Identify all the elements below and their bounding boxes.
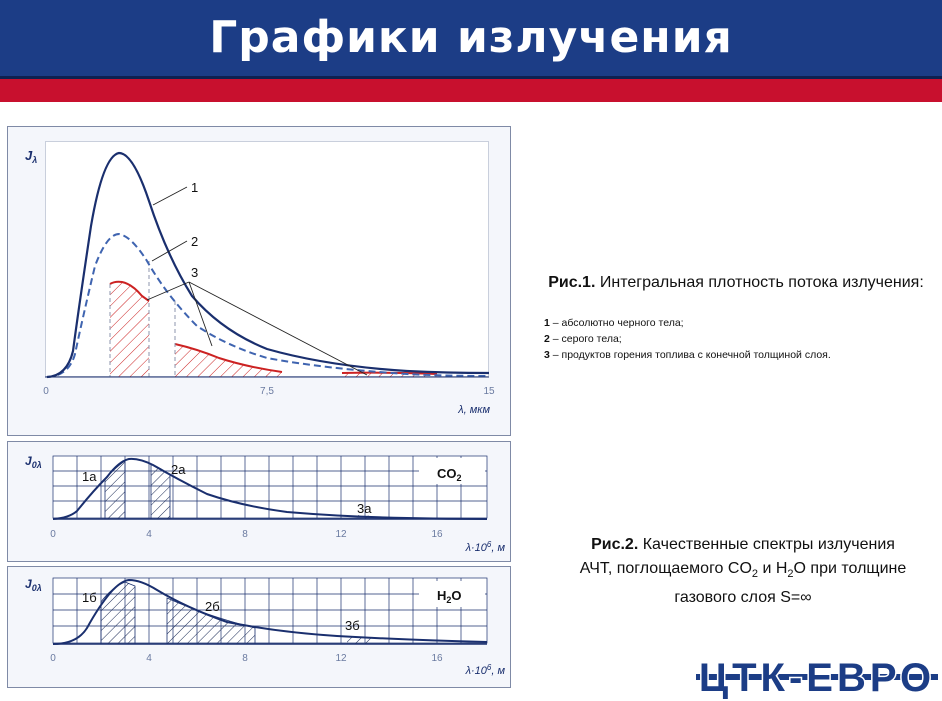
- logo-text: ЦТК-ЕВРО: [698, 656, 936, 700]
- gas-label-co2: $CO_2$: [437, 466, 462, 483]
- x-axis-label: λ, мкм: [458, 404, 490, 416]
- x-axis-label: $\lambda\cdot 10^6$, м: [465, 663, 505, 677]
- tick-label: 12: [335, 529, 347, 540]
- tick-label: 15: [483, 386, 495, 397]
- tick-label: 8: [242, 529, 248, 540]
- band-label-3a: 3а: [357, 501, 372, 516]
- curve-label-3: 3: [191, 265, 199, 280]
- tick-label: 8: [242, 653, 248, 664]
- tick-label: 0: [50, 529, 56, 540]
- figure-1-title: Интегральная плотность потока излучения:: [599, 274, 924, 291]
- y-axis-label: $J_\lambda$: [25, 148, 38, 165]
- band-label-2b: 2б: [205, 599, 220, 614]
- gas-label-h2o: $H_2O$: [437, 588, 462, 605]
- y-axis-label: $J_{0\lambda}$: [25, 577, 42, 593]
- legend-item: 2 – серого тела;: [544, 333, 622, 345]
- page-title: Графики излучения: [209, 12, 733, 63]
- tick-label: 12: [335, 653, 347, 664]
- tick-label: 16: [431, 529, 443, 540]
- red-stripe: [0, 76, 942, 102]
- header-divider: [0, 76, 942, 79]
- chart-3-svg: [7, 566, 511, 688]
- band-label-2a: 2а: [171, 462, 186, 477]
- curve-label-1: 1: [191, 180, 199, 195]
- figure-1-number: Рис.1.: [548, 274, 596, 291]
- figure-2-line-3: газового слоя S=∞: [674, 589, 812, 607]
- figure-2-line-1: Рис.2. Качественные спектры излучения: [591, 536, 895, 553]
- figure-1-legend: [544, 315, 934, 363]
- tick-label: 16: [431, 653, 443, 664]
- x-axis-label: $\lambda\cdot 10^6$, м: [465, 540, 505, 554]
- band-label-1b: 1б: [82, 590, 97, 605]
- tick-label: 4: [146, 529, 152, 540]
- figure-1-caption: [548, 272, 924, 294]
- chart-1-svg: [7, 126, 511, 436]
- y-axis-label: $J_{0\lambda}$: [25, 454, 42, 470]
- figure-2-line-2: АЧТ, поглощаемого $CO_2$ и $H_2O$ при толщине: [579, 560, 907, 581]
- tick-label: 0: [50, 653, 56, 664]
- tick-label: 0: [43, 386, 49, 397]
- legend-item: 3 – продуктов горения топлива с конечной толщиной слоя.: [544, 349, 831, 361]
- company-logo: [696, 652, 938, 701]
- label-pointer-2: [152, 241, 187, 261]
- label-pointer-1: [153, 187, 187, 205]
- legend-item: 1 – абсолютно черного тела;: [544, 317, 684, 329]
- tick-label: 4: [146, 653, 152, 664]
- tick-label: 7,5: [260, 386, 274, 397]
- curve-label-2: 2: [191, 234, 199, 249]
- band-label-1a: 1а: [82, 469, 97, 484]
- chart-2-svg: [7, 441, 511, 562]
- label-pointer-3: [147, 282, 189, 300]
- figure-2-caption: [548, 534, 938, 609]
- band-label-3b: 3б: [345, 618, 360, 633]
